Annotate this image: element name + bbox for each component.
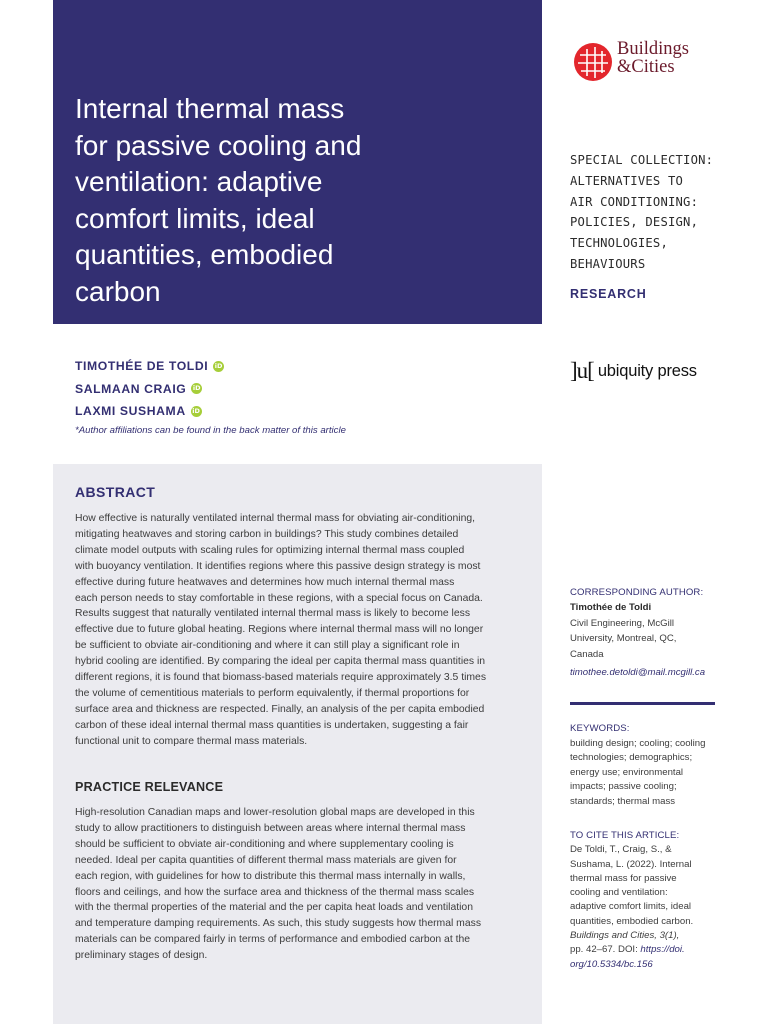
collection-line: SPECIAL COLLECTION:	[570, 153, 714, 167]
abstract-line: mitigating heatwaves and storing carbon in buildings? This study combines detailed	[75, 528, 459, 540]
keywords-line: energy use; environmental	[570, 766, 684, 778]
publisher-mark: ]u[	[570, 358, 594, 383]
keywords-line: standards; thermal mass	[570, 795, 676, 807]
abstract-line: Results suggest that naturally ventilated internal thermal mass is likely to become less	[75, 608, 471, 620]
journal-logo-line: Buildings	[617, 39, 689, 59]
publisher-logo	[570, 358, 697, 384]
journal-logo-text	[617, 40, 689, 76]
abstract-line: climate model outputs with scaling rules for optimizing internal thermal mass coupled	[75, 544, 465, 556]
citation-line: cooling and ventilation:	[570, 887, 668, 899]
practice-line: floors and ceilings, and how the surface area and thickness of the thermal mass scales	[75, 886, 475, 898]
side-divider	[570, 702, 715, 705]
author-entry	[75, 400, 224, 423]
abstract-line: different regions, it is found that biomass-based materials require approximately 3.5 times	[75, 672, 487, 684]
practice-line: with the thermal properties of the material and the per capita heat loads and ventilation	[75, 902, 473, 914]
citation	[570, 829, 730, 972]
author-entry	[75, 355, 224, 378]
doi-link[interactable]: https://doi.	[640, 944, 685, 956]
citation-line: Sushama, L. (2022). Internal	[570, 858, 692, 870]
author-name[interactable]: TIMOTHÉE DE TOLDI	[75, 359, 209, 374]
orcid-icon[interactable]	[191, 406, 202, 417]
citation-line: De Toldi, T., Craig, S., &	[570, 844, 672, 856]
corresponding-name: Timothée de Toldi	[570, 602, 652, 614]
practice-line: needed. Ideal per capita quantities of different thermal mass materials are given for	[75, 854, 457, 866]
abstract-line: each person needs to stay comfortable in these regions, with a special focus on Canada.	[75, 592, 483, 604]
keywords-line: impacts; passive cooling;	[570, 781, 677, 793]
address-line: University, Montreal, QC,	[570, 633, 677, 645]
citation-label: TO CITE THIS ARTICLE:	[570, 830, 680, 841]
title-line: Internal thermal mass	[75, 93, 345, 124]
title-line: for passive cooling and	[75, 129, 362, 161]
practice-relevance-heading: PRACTICE RELEVANCE	[75, 780, 224, 794]
publisher-name: ubiquity press	[597, 361, 697, 380]
citation-line: thermal mass for passive	[570, 872, 677, 884]
abstract-line: surface area and thickness are respected. Finally, an analysis of the per capita embodied	[75, 703, 485, 715]
article-title	[75, 91, 405, 310]
practice-line: each region, with guidelines for how to distribute this thermal mass internally in walls,	[75, 870, 466, 882]
address-line: Civil Engineering, McGill	[570, 617, 674, 629]
abstract-line: the volume of cementitious materials to perform equivalently, if thermal proportions for	[75, 687, 470, 699]
corresponding-email[interactable]: timothee.detoldi@mail.mcgill.ca	[570, 667, 706, 679]
abstract-line: How effective is naturally ventilated internal thermal mass for obviating air-conditioning,	[75, 513, 476, 524]
abstract-heading: ABSTRACT	[75, 484, 156, 500]
title-line: ventilation: adaptive	[75, 166, 323, 197]
author-name[interactable]: SALMAAN CRAIG	[75, 381, 187, 396]
abstract-line: hybrid cooling are identified. By comparing the ideal per capita thermal mass quantities in	[75, 656, 486, 668]
collection-line: TECHNOLOGIES,	[570, 236, 668, 251]
corresponding-author	[570, 585, 730, 680]
orcid-icon[interactable]	[191, 383, 202, 394]
abstract-line: effective due to future global heating. Regions where internal thermal mass will no longer	[75, 624, 484, 636]
keywords-line: building design; cooling; cooling	[570, 737, 706, 749]
address-line: Canada	[570, 648, 604, 660]
abstract-line: be sufficient to obviate air-conditioning and where it can still play a significant role in	[75, 640, 460, 652]
corresponding-label: CORRESPONDING AUTHOR:	[570, 587, 704, 598]
citation-line: quantities, embodied carbon.	[570, 915, 694, 927]
collection-line: POLICIES, DESIGN,	[570, 215, 699, 230]
citation-pages: pp. 42–67. DOI:	[570, 944, 641, 956]
collection-line: BEHAVIOURS	[570, 256, 646, 271]
author-name[interactable]: LAXMI SUSHAMA	[75, 404, 186, 419]
collection-line: ALTERNATIVES TO	[570, 173, 684, 188]
citation-doi-line	[570, 943, 730, 957]
abstract-text	[75, 511, 522, 750]
author-entry	[75, 378, 224, 401]
title-line: quantities, embodied	[75, 239, 334, 270]
special-collection	[570, 150, 750, 275]
abstract-line: with buoyancy ventilation. It identifies regions where this passive design strategy is most	[75, 560, 481, 572]
journal-logo	[573, 40, 723, 84]
practice-line: and temperature damping requirements. As such, this study suggests how thermal mass	[75, 918, 482, 930]
practice-line: study to allow practitioners to distinguish between areas where internal thermal mass	[75, 822, 466, 834]
abstract-panel	[53, 464, 542, 1024]
collection-line: AIR CONDITIONING:	[570, 194, 699, 209]
practice-line: materials can be compared fairly in terms of performance and embodied carbon at the	[75, 934, 471, 946]
citation-journal: Buildings and Cities, 3(1),	[570, 930, 680, 942]
abstract-line: effective during future heatwaves and determines how much internal thermal mass	[75, 576, 455, 588]
article-type: RESEARCH	[570, 287, 647, 301]
affiliation-note: *Author affiliations can be found in the back matter of this article	[75, 425, 346, 436]
journal-logo-line: &Cities	[617, 57, 675, 77]
title-line: comfort limits, ideal	[75, 202, 315, 234]
globe-grid-icon	[573, 42, 613, 82]
practice-line: preliminary stages of design.	[75, 950, 208, 962]
practice-line: should be sufficient to obviate air-conditioning and where supplementary cooling is	[75, 838, 454, 850]
keywords-line: technologies; demographics;	[570, 752, 693, 764]
abstract-line: functional unit to compare thermal mass materials.	[75, 735, 308, 747]
practice-relevance-text	[75, 805, 522, 964]
keywords-label: KEYWORDS:	[570, 723, 630, 734]
title-line: carbon	[75, 275, 161, 307]
doi-link-continued[interactable]: org/10.5334/bc.156	[570, 958, 653, 970]
orcid-icon[interactable]	[213, 361, 224, 372]
abstract-line: carbon of these ideal internal thermal mass quantities is undertaken, suggesting a fair	[75, 719, 469, 731]
title-panel	[53, 0, 542, 324]
practice-line: High-resolution Canadian maps and lower-resolution global maps are developed in this	[75, 807, 475, 818]
author-list	[75, 355, 224, 423]
keywords	[570, 722, 730, 810]
open-access-lock-icon	[541, 38, 577, 90]
citation-line: adaptive comfort limits, ideal	[570, 901, 692, 913]
